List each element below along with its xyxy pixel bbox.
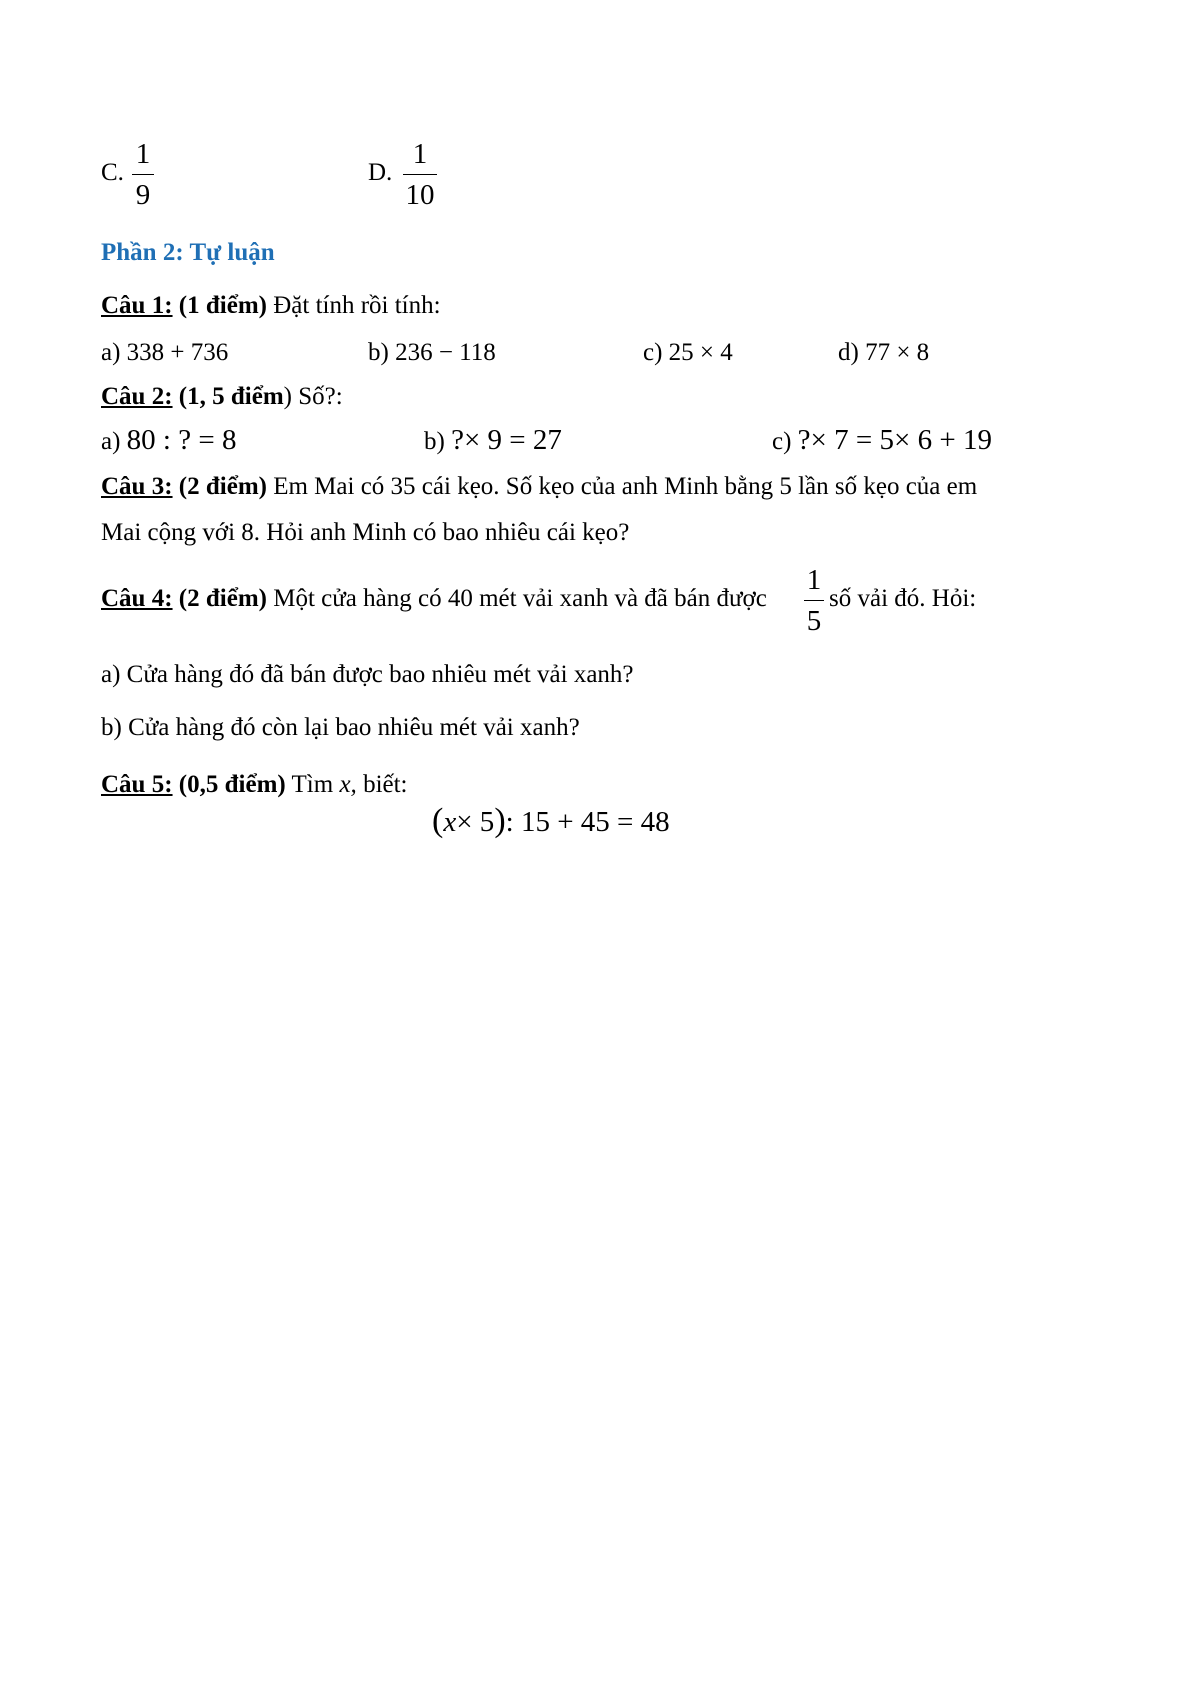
q1-item-a: a) 338 + 736 xyxy=(101,339,229,366)
q4-text-after: số vải đó. Hỏi: xyxy=(829,585,977,612)
q2-c-math: ?× 7 = 5× 6 + 19 xyxy=(797,424,992,456)
q4-points: (2 điểm) xyxy=(178,585,267,612)
q4-part-b: b) Cửa hàng đó còn lại bao nhiêu mét vải xanh? xyxy=(101,714,580,741)
q2-b-math: ?× 9 = 27 xyxy=(451,424,562,456)
q1-item-b: b) 236 − 118 xyxy=(368,339,496,366)
option-c-label: C. xyxy=(101,159,124,186)
option-d-label: D. xyxy=(368,159,393,186)
q1-item-c: c) 25 × 4 xyxy=(643,339,733,366)
fraction-bar xyxy=(804,600,824,601)
q3-label: Câu 3: xyxy=(101,473,173,500)
q2-item-b xyxy=(424,426,562,455)
q1-heading xyxy=(101,293,441,318)
q2-a-prefix: a) xyxy=(101,428,121,455)
q3-points: (2 điểm) xyxy=(178,473,267,500)
q5-text-post: biết: xyxy=(363,771,408,798)
q3-line-2: Mai cộng với 8. Hỏi anh Minh có bao nhiêu cái kẹo? xyxy=(101,519,630,546)
q5-eq-rest: : 15 + 45 = 48 xyxy=(505,806,670,838)
q4-text-before: Một cửa hàng có 40 mét vải xanh và đã bán được xyxy=(273,585,767,612)
q5-label: Câu 5: xyxy=(101,771,173,798)
q1-label: Câu 1: xyxy=(101,292,173,319)
q1-item-d: d) 77 × 8 xyxy=(838,339,930,366)
option-d-numerator: 1 xyxy=(412,138,428,170)
q1-points: (1 điểm) xyxy=(178,292,267,319)
option-d-fraction xyxy=(400,140,440,210)
q3-line-1 xyxy=(101,474,977,499)
q2-c-prefix: c) xyxy=(772,428,792,455)
q2-points: (1, 5 điểm xyxy=(178,383,284,410)
q2-b-prefix: b) xyxy=(424,428,445,455)
q2-text: Số?: xyxy=(298,383,343,410)
fraction-bar xyxy=(132,174,154,175)
q4-fraction xyxy=(801,566,827,636)
part2-title: Phần 2: Tự luận xyxy=(101,239,275,266)
q2-label: Câu 2: xyxy=(101,383,173,410)
q3-text-line1: Em Mai có 35 cái kẹo. Số kẹo của anh Minh bằng 5 lần số kẹo của em xyxy=(273,473,978,500)
option-c-fraction xyxy=(128,140,158,210)
option-c-denominator: 9 xyxy=(135,179,151,211)
q5-eq-close-paren: ) xyxy=(494,802,506,839)
q5-heading xyxy=(101,772,408,797)
q4-label: Câu 4: xyxy=(101,585,173,612)
q2-heading xyxy=(101,384,343,409)
q1-text: Đặt tính rồi tính: xyxy=(273,292,441,319)
q5-points: (0,5 điểm) xyxy=(178,771,286,798)
q5-eq-mid: × 5 xyxy=(456,806,495,838)
q2-item-a xyxy=(101,426,236,455)
option-c-numerator: 1 xyxy=(135,138,151,170)
q2-a-math: 80 : ? = 8 xyxy=(126,424,237,456)
q5-eq-x: x xyxy=(443,806,457,838)
option-d-denominator: 10 xyxy=(405,179,435,211)
q2-item-c xyxy=(772,426,992,455)
q5-variable: x, xyxy=(339,771,357,798)
q4-heading xyxy=(101,586,767,611)
q5-text-pre: Tìm xyxy=(291,771,334,798)
q5-equation xyxy=(432,804,670,838)
q4-fraction-numerator: 1 xyxy=(806,564,822,596)
q5-eq-open-paren: ( xyxy=(432,802,444,839)
q2-points-close: ) xyxy=(283,383,292,410)
q4-part-a: a) Cửa hàng đó đã bán được bao nhiêu mét vải xanh? xyxy=(101,661,634,688)
q4-fraction-denominator: 5 xyxy=(806,605,822,637)
fraction-bar xyxy=(403,174,437,175)
